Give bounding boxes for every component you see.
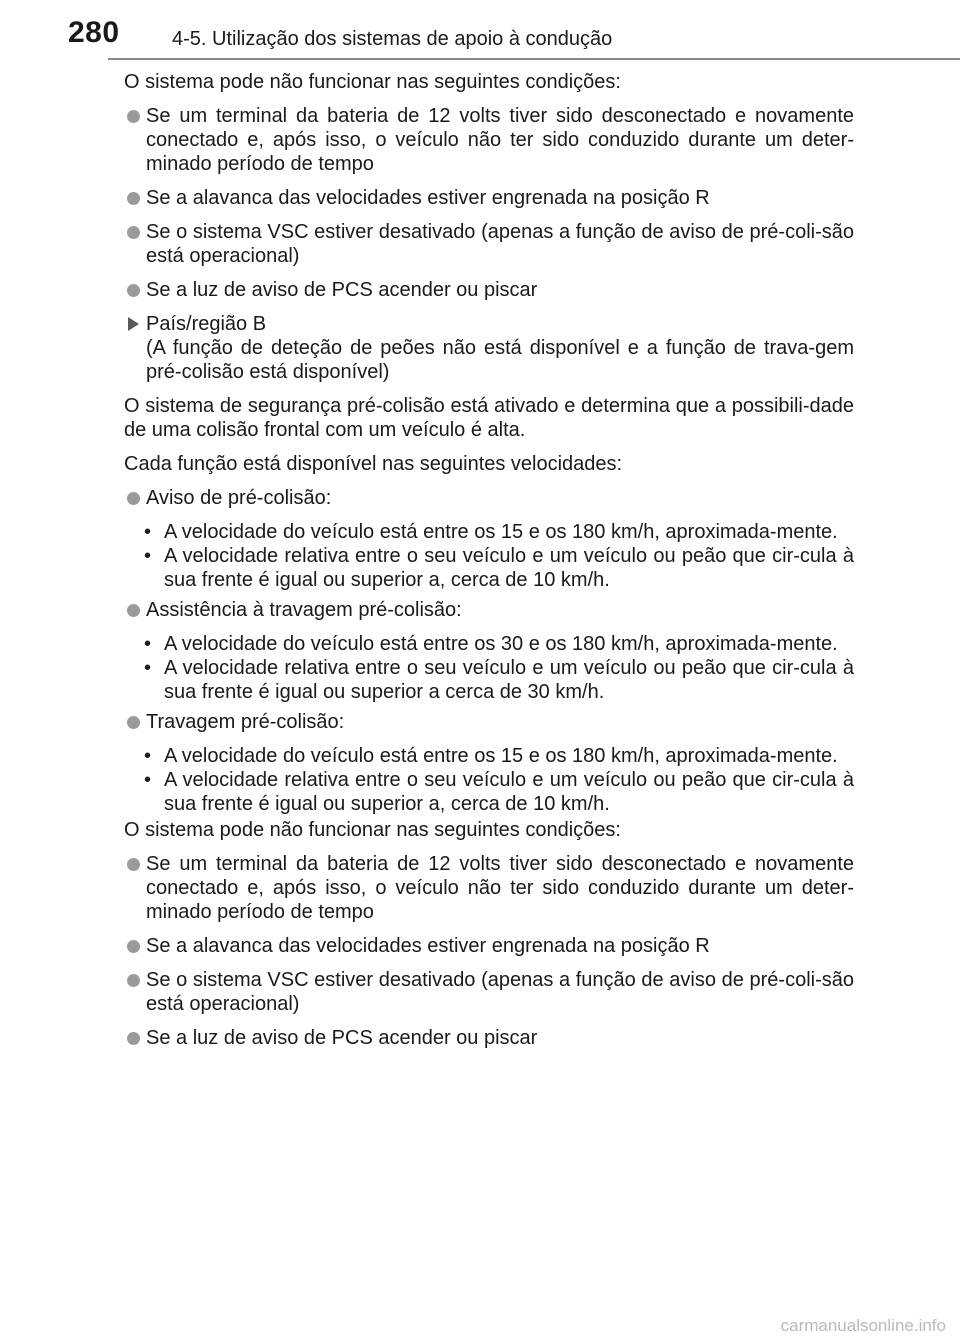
intro-paragraph: O sistema pode não funcionar nas seguintes condições: bbox=[124, 71, 621, 93]
condition-item bbox=[124, 968, 854, 1016]
sub-item-text: A velocidade relativa entre o seu veículo e um veículo ou peão que cir-cula à sua frente é igual ou superior a, cerca de 10 km/h. bbox=[164, 545, 854, 591]
sub-item-text: A velocidade relativa entre o seu veículo e um veículo ou peão que cir-cula à sua frente é igual ou superior a cerca de 30 km/h. bbox=[164, 657, 854, 703]
bullet-dot-icon bbox=[127, 716, 140, 729]
bullet-dot-icon bbox=[127, 858, 140, 871]
sub-item bbox=[124, 632, 854, 656]
function-conditions bbox=[124, 744, 854, 816]
bullet-dot-icon bbox=[127, 226, 140, 239]
region-heading bbox=[124, 312, 854, 384]
function-title: Travagem pré-colisão: bbox=[146, 711, 345, 733]
intro-paragraph: O sistema pode não funcionar nas seguintes condições: bbox=[124, 819, 621, 841]
sub-item bbox=[124, 656, 854, 704]
bullet-dot-icon bbox=[127, 940, 140, 953]
sub-item-text: A velocidade relativa entre o seu veículo e um veículo ou peão que cir-cula à sua frente é igual ou superior a, cerca de 10 km/h. bbox=[164, 769, 854, 815]
sub-bullet: • bbox=[144, 769, 152, 791]
bullet-dot-icon bbox=[127, 492, 140, 505]
condition-text: Se a alavanca das velocidades estiver engrenada na posição R bbox=[146, 935, 710, 957]
bullet-dot-icon bbox=[127, 284, 140, 297]
condition-item bbox=[124, 278, 854, 302]
bullet-dot-icon bbox=[127, 110, 140, 123]
watermark-text: carmanualsonline.info bbox=[780, 1316, 946, 1335]
paragraph: Cada função está disponível nas seguintes velocidades: bbox=[124, 453, 623, 475]
sub-bullet: • bbox=[144, 633, 152, 655]
sub-item-text: A velocidade do veículo está entre os 15 e os 180 km/h, aproximada-mente. bbox=[164, 521, 838, 543]
sub-bullet: • bbox=[144, 657, 152, 679]
paragraph: O sistema de segurança pré-colisão está ativado e determina que a possibili-dade de uma colisão frontal com um veículo é alta. bbox=[124, 395, 854, 441]
bullet-dot-icon bbox=[127, 604, 140, 617]
function-conditions bbox=[124, 632, 854, 704]
section-title: 4-5. Utilização dos sistemas de apoio à condução bbox=[172, 28, 613, 50]
region-note: (A função de deteção de peões não está disponível e a função de trava-gem pré-colisão está disponível) bbox=[146, 337, 854, 383]
condition-item bbox=[124, 1026, 854, 1050]
page-body bbox=[124, 70, 854, 1060]
condition-item bbox=[124, 852, 854, 924]
condition-item bbox=[124, 934, 854, 958]
condition-text: Se a luz de aviso de PCS acender ou piscar bbox=[146, 1027, 538, 1049]
function-item bbox=[124, 598, 854, 622]
page-number: 280 bbox=[68, 16, 120, 49]
sub-bullet: • bbox=[144, 521, 152, 543]
function-conditions bbox=[124, 520, 854, 592]
function-item bbox=[124, 486, 854, 510]
condition-item bbox=[124, 220, 854, 268]
function-title: Assistência à travagem pré-colisão: bbox=[146, 599, 462, 621]
triangle-arrow-icon bbox=[128, 317, 139, 331]
sub-item-text: A velocidade do veículo está entre os 30 e os 180 km/h, aproximada-mente. bbox=[164, 633, 838, 655]
bullet-dot-icon bbox=[127, 192, 140, 205]
condition-text: Se o sistema VSC estiver desativado (apenas a função de aviso de pré-coli-são está operacional) bbox=[146, 221, 854, 267]
function-item bbox=[124, 710, 854, 734]
function-title: Aviso de pré-colisão: bbox=[146, 487, 332, 509]
condition-text: Se um terminal da bateria de 12 volts tiver sido desconectado e novamente conectado e, após isso, o veículo não ter sido conduzido durante um deter-minado período de tempo bbox=[146, 105, 854, 175]
condition-text: Se um terminal da bateria de 12 volts tiver sido desconectado e novamente conectado e, após isso, o veículo não ter sido conduzido durante um deter-minado período de tempo bbox=[146, 853, 854, 923]
sub-item bbox=[124, 544, 854, 592]
condition-item bbox=[124, 104, 854, 176]
condition-text: Se o sistema VSC estiver desativado (apenas a função de aviso de pré-coli-são está operacional) bbox=[146, 969, 854, 1015]
page-header bbox=[0, 0, 960, 62]
condition-item bbox=[124, 186, 854, 210]
condition-text: Se a luz de aviso de PCS acender ou piscar bbox=[146, 279, 538, 301]
sub-item bbox=[124, 744, 854, 768]
region-heading-text: País/região B bbox=[146, 313, 267, 335]
sub-bullet: • bbox=[144, 545, 152, 567]
bullet-dot-icon bbox=[127, 974, 140, 987]
condition-text: Se a alavanca das velocidades estiver engrenada na posição R bbox=[146, 187, 710, 209]
bullet-dot-icon bbox=[127, 1032, 140, 1045]
sub-item bbox=[124, 768, 854, 816]
sub-bullet: • bbox=[144, 745, 152, 767]
sub-item bbox=[124, 520, 854, 544]
sub-item-text: A velocidade do veículo está entre os 15 e os 180 km/h, aproximada-mente. bbox=[164, 745, 838, 767]
header-divider bbox=[108, 58, 960, 60]
